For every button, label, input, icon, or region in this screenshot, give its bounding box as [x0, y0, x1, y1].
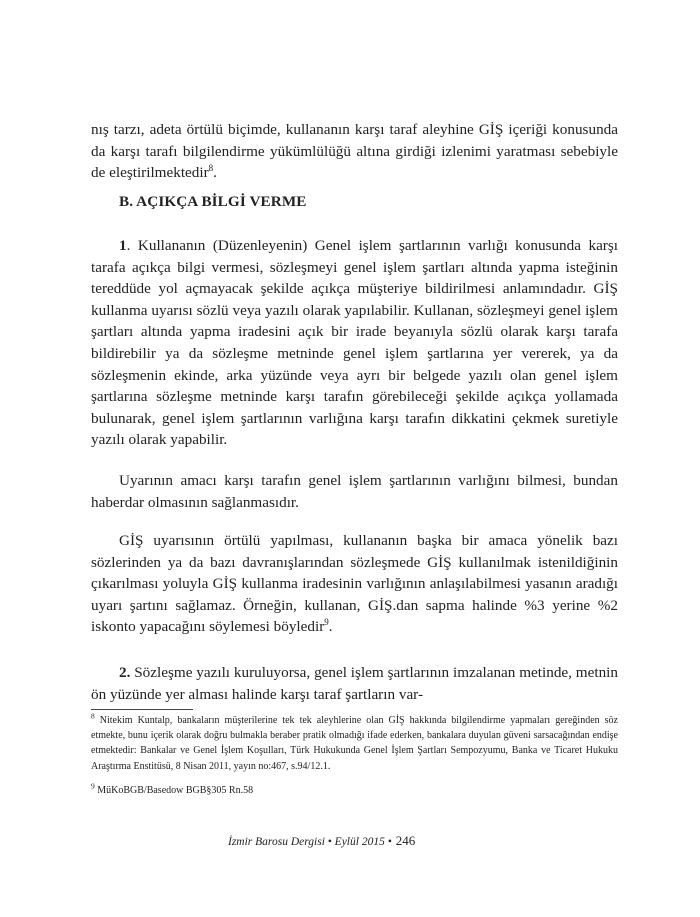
paragraph-2-text: Uyarının amacı karşı tarafın genel işlem şartlarının varlığını bilmesi, bundan haberdar olmasının sağlanmasıdır.: [91, 472, 618, 511]
section-heading: B. AÇIKÇA BİLGİ VERME: [119, 193, 307, 210]
page-number: 246: [395, 833, 416, 848]
paragraph-3: GİŞ uyarısının örtülü yapılması, kullananın başka bir amaca yönelik bazı sözlerinden ya da bazı davranışlarından sözleşmede GİŞ kullanılmak istenildiğinin çıkarılması yoluyla GİŞ kullanma iradesinin varlığının anlaşılabilmesi yasanın aradığı uyarı şartını sağlamaz. Örneğin, kullanan, GİŞ.dan sapma halinde %3 yerine %2 iskonto yapacağını söylemesi böyledir$^9$.: [91, 532, 618, 636]
footnote-9: [91, 783, 618, 798]
paragraph-4-number: 2.: [119, 664, 131, 681]
footnote-ref-8[interactable]: 8: [208, 163, 214, 174]
footnote-8: [91, 713, 618, 774]
paragraph-2: [91, 470, 618, 513]
paragraph-1-text: . Kullananın (Düzenleyenin) Genel işlem şartlarının varlığı konusunda karşı tarafa açıkça bilgi vermesi, sözleşmeyi genel işlem şartları altında yapma isteğinin tereddüde yol açmayacak şekilde açıkça müşteriye bildirilmesi anlamındadır. GİŞ kullanma uyarısı sözlü veya yazılı olarak yapılabilir. Kullanan, sözleşmeyi genel işlem şartları altında yapma iradesini açık bir irade beyanıyla sözlü olarak karşı tarafa bildirebilir ya da sözleşme metninde genel işlem şartlarına yer vererek, ya da sözleşmenin ekinde, arka yüzünde veya ayrı bir belgede yazılı olan genel işlem şartlarına sözleşme metninde karşı tarafın görebileceği şekilde açıkça yollamada bulunarak, genel işlem şartlarının varlığına karşı tarafın dikkatini çekmek suretiyle yazılı olarak yapabilir.: [91, 237, 618, 449]
footnote-9-number: 9: [91, 781, 95, 791]
paragraph-4: [91, 662, 618, 705]
footer-journal: İzmir Barosu Dergisi • Eylül 2015 •: [228, 836, 392, 848]
footnote-divider: [91, 709, 193, 710]
intro-text: nış tarzı, adeta örtülü biçimde, kullananın karşı taraf aleyhine GİŞ içeriği konusunda da karşı tarafı bilgilendirme yükümlülüğü altına girdiği izlenimi yaratması sebebiyle de eleştirilmektedir: [91, 121, 618, 182]
footnote-9-text: MüKoBGB/Basedow BGB§305 Rn.58: [94, 785, 254, 796]
paragraph-3-text: GİŞ uyarısının örtülü yapılması, kullananın başka bir amaca yönelik bazı sözlerinden ya da bazı davranışlarından sözleşmede GİŞ kullanılmak istenildiğinin çıkarılması yoluyla GİŞ kullanma iradesinin varlığının anlaşılabilmesi yasanın aradığı uyarı şartını sağlamaz. Örneğin, kullanan, GİŞ.dan sapma halinde %3 yerine %2 iskonto yapacağını söylemesi böyledir: [91, 532, 618, 636]
paragraph-1-number: 1: [119, 237, 127, 254]
intro-paragraph: nış tarzı, adeta örtülü biçimde, kullananın karşı taraf aleyhine GİŞ içeriği konusunda da karşı tarafı bilgilendirme yükümlülüğü altına girdiği izlenimi yaratması sebebiyle de eleştirilmektedir$^8$.: [91, 121, 618, 182]
page-footer: [228, 833, 415, 849]
paragraph-1: [91, 235, 618, 451]
footnote-8-text: Nitekim Kuntalp, bankaların müşterilerine tek tek aleyhlerine olan GİŞ hakkında bilgilendirme yapmaları gereğinden söz etmekte, bunu içerik olarak doğru bulmakla beraber pratik olmadığı ifade ederken, bankalara duyulan güveni sarsacağından endişe etmektedir: Bankalar ve Genel İşlem Koşulları, Türk Hukukunda Genel İşlem Şartları Sempozyumu, Banka ve Ticaret Hukuku Araştırma Enstitüsü, 8 Nisan 2011, yayın no:467, s.94/12.1.: [91, 715, 618, 772]
paragraph-4-text: Sözleşme yazılı kuruluyorsa, genel işlem şartlarının imzalanan metinde, metnin ön yüzünde yer alması halinde karşı taraf şartların var-: [91, 664, 618, 703]
footnote-8-number: 8: [91, 711, 95, 721]
footnote-ref-9[interactable]: 9: [324, 617, 329, 628]
